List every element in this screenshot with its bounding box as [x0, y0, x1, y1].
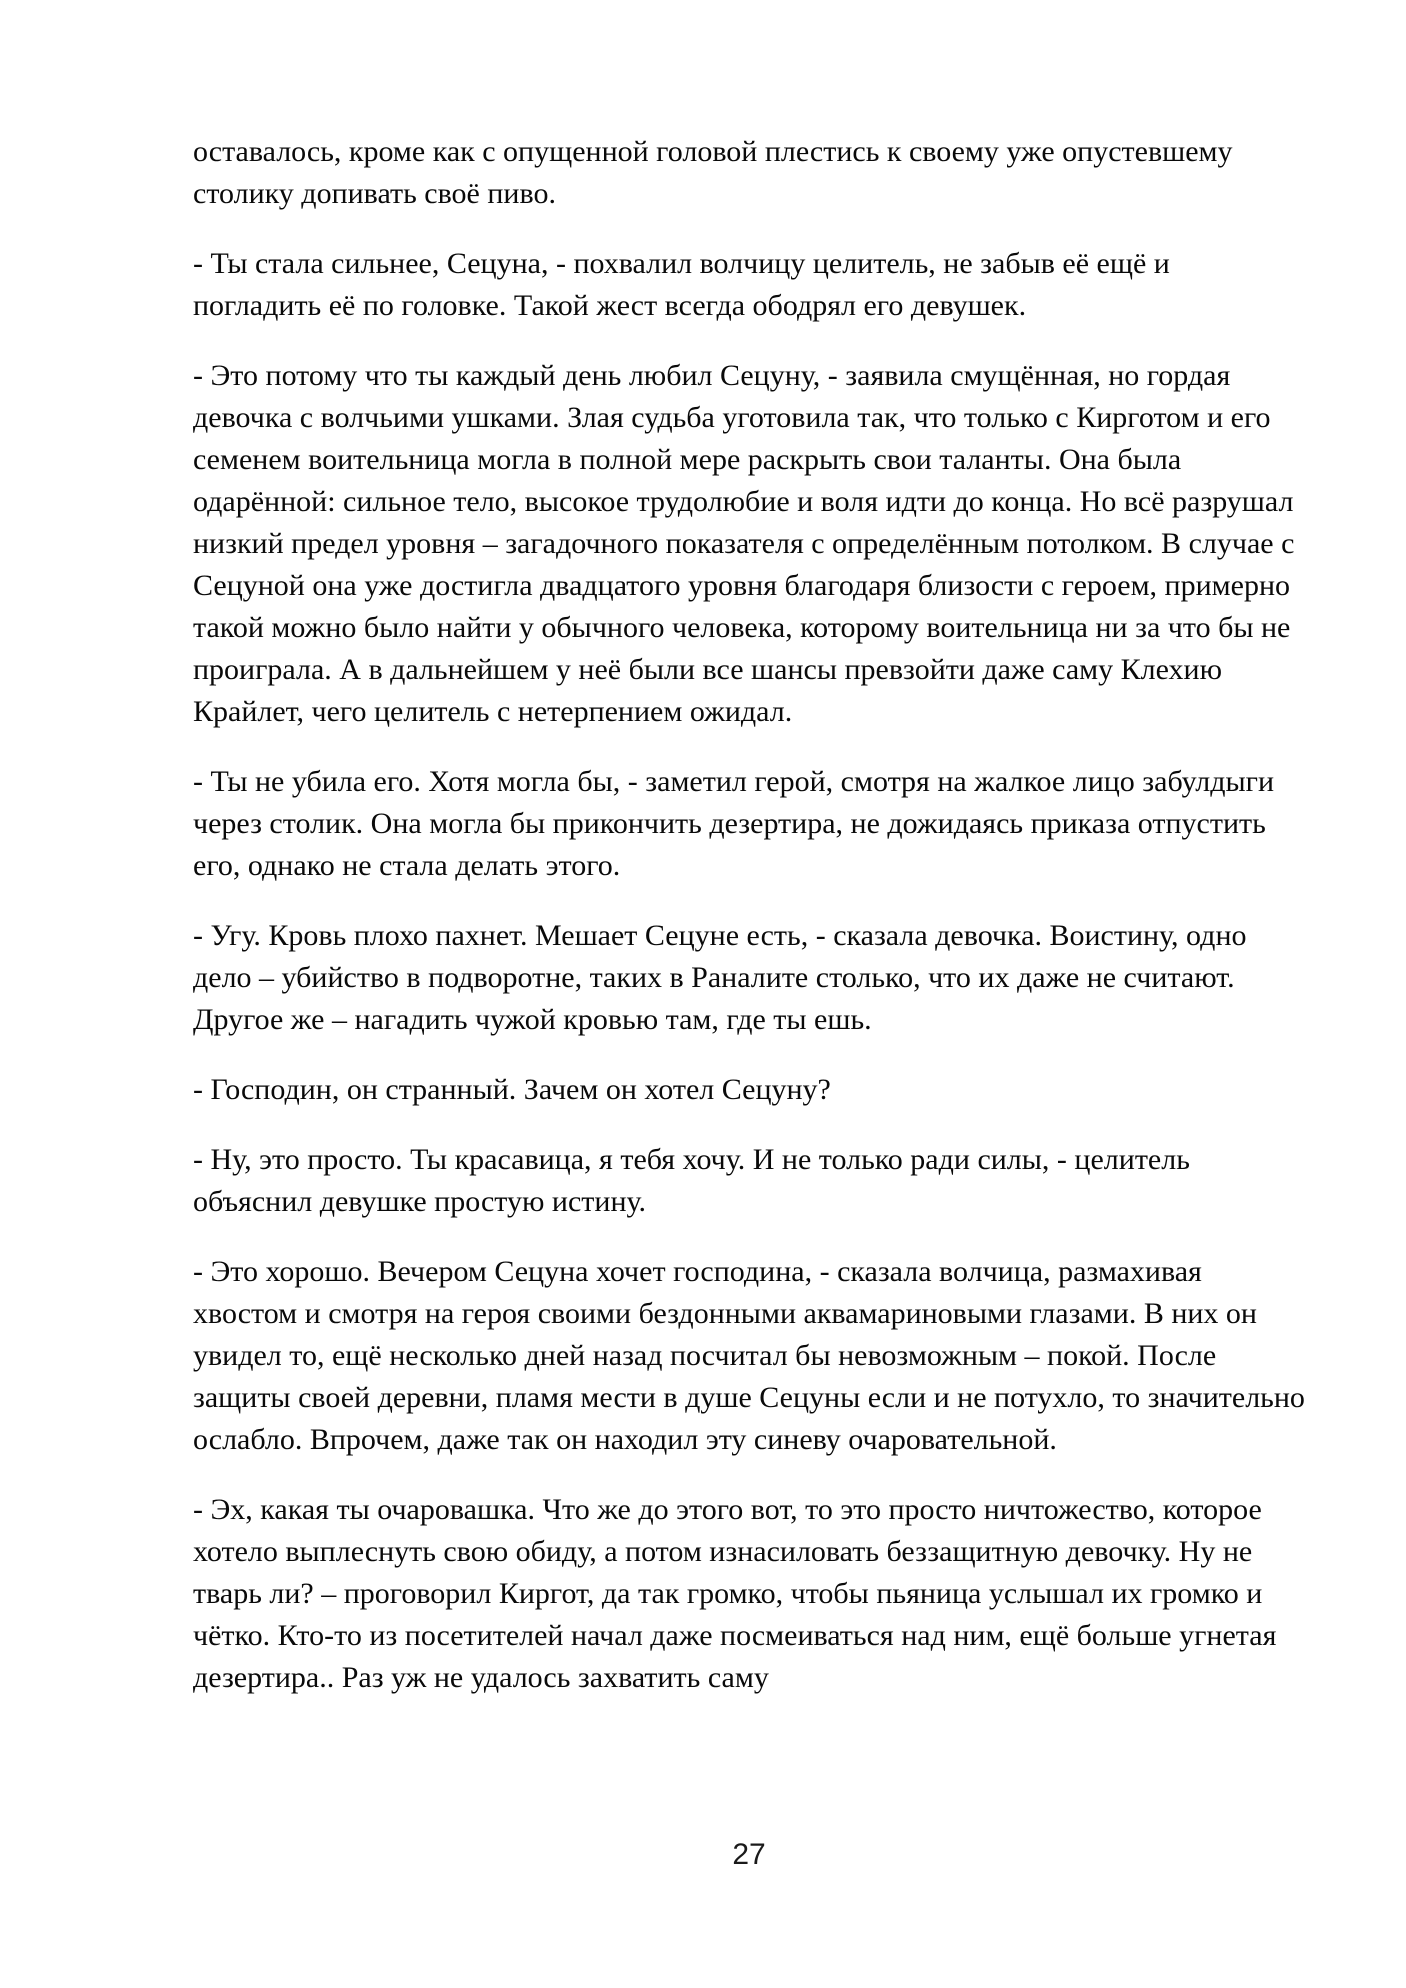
paragraph: - Ну, это просто. Ты красавица, я тебя хочу. И не только ради силы, - целитель объяснил девушке простую истину.: [193, 1143, 1190, 1218]
paragraph: - Ты не убила его. Хотя могла бы, - заметил герой, смотря на жалкое лицо забулдыги через столик. Она могла бы прикончить дезертира, не дожидаясь приказа отпустить его, однако не стала делать этого.: [193, 765, 1275, 882]
page-number: 27: [732, 1838, 766, 1871]
paragraph: - Ты стала сильнее, Сецуна, - похвалил волчицу целитель, не забыв её ещё и погладить её по головке. Такой жест всегда ободрял его девушек.: [193, 247, 1170, 322]
paragraph: - Господин, он странный. Зачем он хотел Сецуну?: [193, 1073, 831, 1106]
paragraph: оставалось, кроме как с опущенной головой плестись к своему уже опустевшему столику допивать своё пиво.: [193, 135, 1233, 210]
paragraph: - Угу. Кровь плохо пахнет. Мешает Сецуне есть, - сказала девочка. Воистину, одно дело – убийство в подворотне, таких в Раналите столько, что их даже не считают. Другое же – нагадить чужой кровью там, где ты ешь.: [193, 919, 1247, 1036]
paragraph: - Эх, какая ты очаровашка. Что же до этого вот, то это просто ничтожество, которое хотело выплеснуть свою обиду, а потом изнасиловать беззащитную девочку. Ну не тварь ли? – проговорил Киргот, да так громко, чтобы пьяница услышал их громко и чётко. Кто-то из посетителей начал даже посмеиваться над ним, ещё больше угнетая дезертира.. Раз уж не удалось захватить саму: [193, 1493, 1277, 1694]
paragraph: - Это хорошо. Вечером Сецуна хочет господина, - сказала волчица, размахивая хвостом и смотря на героя своими бездонными аквамариновыми глазами. В них он увидел то, ещё несколько дней назад посчитал бы невозможным – покой. После защиты своей деревни, пламя мести в душе Сецуны если и не потухло, то значительно ослабло. Впрочем, даже так он находил эту синеву очаровательной.: [193, 1255, 1305, 1456]
paragraph: - Это потому что ты каждый день любил Сецуну, - заявила смущённая, но гордая девочка с волчьими ушками. Злая судьба уготовила так, что только с Кирготом и его семенем воительница могла в полной мере раскрыть свои таланты. Она была одарённой: сильное тело, высокое трудолюбие и воля идти до конца. Но всё разрушал низкий предел уровня – загадочного показателя с определённым потолком. В случае с Сецуной она уже достигла двадцатого уровня благодаря близости с героем, примерно такой можно было найти у обычного человека, которому воительница ни за что бы не проиграла. А в дальнейшем у неё были все шансы превзойти даже саму Клехию Крайлет, чего целитель с нетерпением ожидал.: [193, 359, 1295, 728]
page-text: [193, 131, 1305, 1727]
